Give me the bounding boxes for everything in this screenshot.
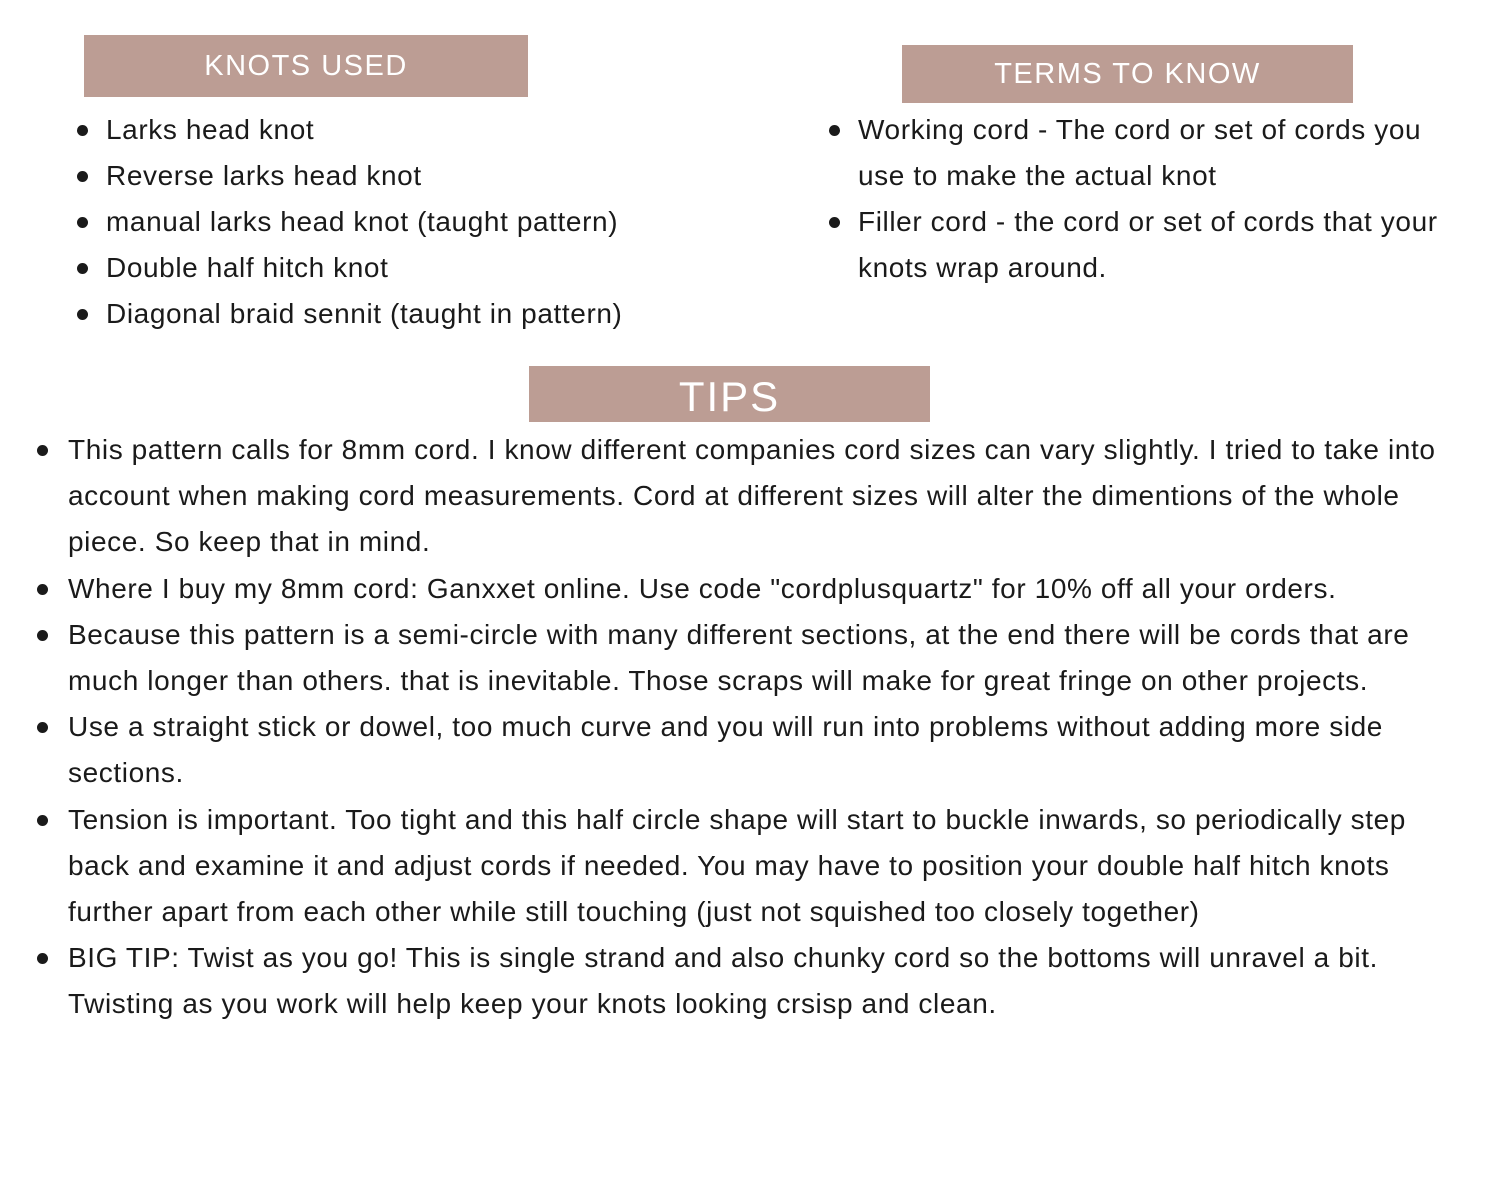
- list-item: Because this pattern is a semi-circle with many different sections, at the end there will be cords that are much longer than others. that is inevitable. Those scraps will make for great fringe on other projects.: [68, 612, 1463, 704]
- list-item: Reverse larks head knot: [106, 153, 746, 199]
- list-item: manual larks head knot (taught pattern): [106, 199, 746, 245]
- list-item: Diagonal braid sennit (taught in pattern): [106, 291, 746, 337]
- list-item: Filler cord - the cord or set of cords that your knots wrap around.: [858, 199, 1458, 291]
- list-item: This pattern calls for 8mm cord. I know different companies cord sizes can vary slightly. I tried to take into account when making cord measurements. Cord at different sizes will alter the dimentions of the whole piece. So keep that in mind.: [68, 427, 1463, 566]
- list-item: BIG TIP: Twist as you go! This is single strand and also chunky cord so the bottoms will unravel a bit. Twisting as you work will help keep your knots looking crsisp and clean.: [68, 935, 1463, 1027]
- list-item: Where I buy my 8mm cord: Ganxxet online. Use code "cordplusquartz" for 10% off all your orders.: [68, 566, 1463, 612]
- tips-list: [68, 427, 1463, 1028]
- list-item: Tension is important. Too tight and this half circle shape will start to buckle inwards, so periodically step back and examine it and adjust cords if needed. You may have to position your double half hitch knots further apart from each other while still touching (just not squished too closely together): [68, 797, 1463, 936]
- list-item: Double half hitch knot: [106, 245, 746, 291]
- knots-used-heading: KNOTS USED: [84, 35, 528, 97]
- list-item: Larks head knot: [106, 107, 746, 153]
- list-item: Working cord - The cord or set of cords you use to make the actual knot: [858, 107, 1458, 199]
- tips-heading: TIPS: [529, 366, 930, 422]
- terms-to-know-list: [858, 107, 1458, 291]
- list-item: Use a straight stick or dowel, too much curve and you will run into problems without adding more side sections.: [68, 704, 1463, 796]
- knots-used-list: [106, 107, 746, 337]
- terms-to-know-heading: TERMS TO KNOW: [902, 45, 1353, 103]
